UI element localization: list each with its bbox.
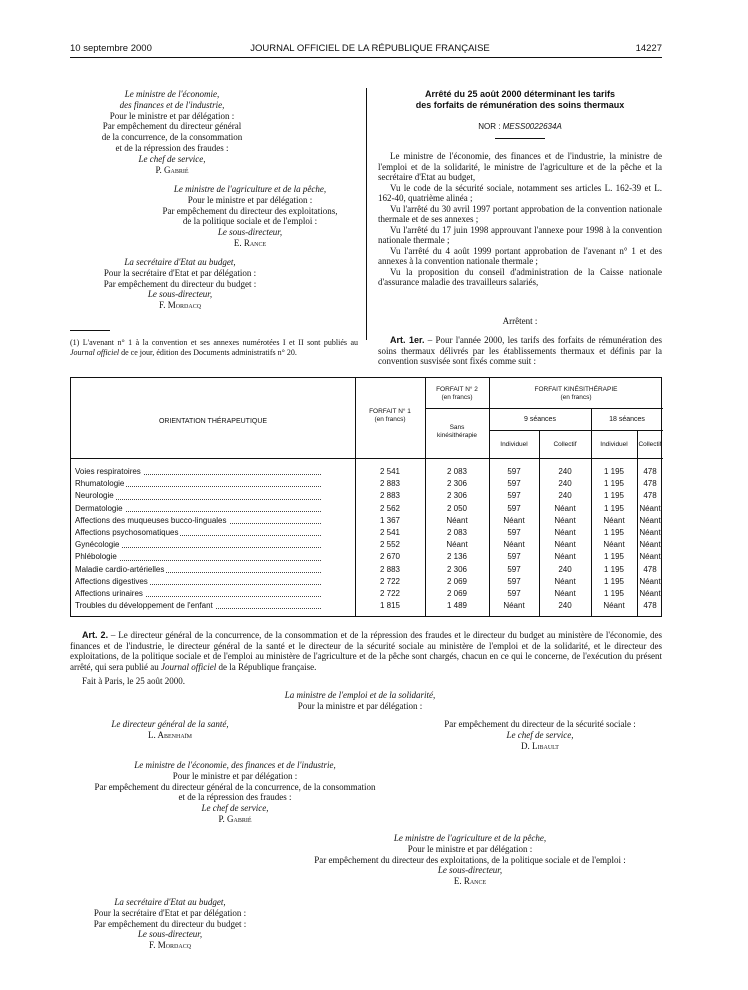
- table-cell: 597: [507, 564, 521, 574]
- table-cell: 1 195: [603, 503, 625, 513]
- arretent: Arrêtent :: [502, 316, 538, 326]
- header-forfait-2: FORFAIT N° 2 (en francs): [436, 386, 478, 401]
- table-cell: 240: [558, 467, 572, 476]
- table-cell: Néant: [639, 589, 661, 598]
- signature-economie-bottom: Le ministre de l'économie, des finances et de l'industrie, Pour le ministre et par délégation : Par empêchement du directeur général de la concurrence, de la consommation et de la répression des fraudes : Le chef de service, P. Gabrié: [94, 760, 376, 824]
- arrete-recitals: Le ministre de l'économie, des finances et de l'industrie, la ministre de l'emploi et de la solidarité, le ministre de l'agriculture et de la pêche et la secrétaire d'Etat au budget, Vu le code de la sécurité sociale, notamment ses articles L. 162-39 et L. 162-40, quatrième alinéa ; Vu l'arrêté du 30 avril 1997 portant approbation de la convention nationale thermale et de ses annexes ; Vu l'arrêté du 17 juin 1998 approuvant l'annexe pour 1998 à la convention nationale thermale ; Vu l'arrêté du 4 août 1999 portant approbation de l'avenant n° 1 et des annexes à la convention nationale thermale ; Vu la proposition du conseil d'administration de la Caisse nationale d'assurance maladie des travailleurs salariés,: [378, 151, 662, 287]
- table-cell: 240: [558, 491, 572, 501]
- table-cell: Néant: [503, 515, 525, 525]
- table-cell: Néant: [603, 540, 625, 550]
- table-cell: 478: [643, 601, 657, 611]
- table-row-label: [75, 539, 321, 551]
- table-cell: 597: [507, 528, 521, 537]
- table-cell: 2 083: [446, 467, 468, 476]
- table-cell: 597: [507, 479, 521, 489]
- table-cell: 1 489: [446, 601, 468, 611]
- table-cell: 2 069: [446, 589, 468, 598]
- signature-agriculture-bottom: Le ministre de l'agriculture et de la pêche, Pour le ministre et par délégation : Par empêchement du directeur des exploitations, de la politique sociale et de l'emploi : Le sous-directeur, E. Rance: [314, 833, 626, 887]
- header-collectif-18: Collectif: [638, 441, 662, 448]
- table-cell: Néant: [554, 540, 576, 550]
- table-cell: 2 069: [446, 576, 468, 586]
- table-row-label: [75, 490, 321, 502]
- table-cell: Néant: [446, 515, 468, 525]
- table-cell: 1 195: [603, 528, 625, 537]
- signature-block-budget: La secrétaire d'Etat au budget, Pour la secrétaire d'Etat et par délégation : Par empêchement du directeur du budget : Le sous-directeur, F. Mordacq: [103, 257, 257, 311]
- header-date: 10 septembre 2000: [70, 43, 152, 54]
- table-cell: 597: [507, 503, 521, 513]
- table-cell: Néant: [639, 528, 661, 537]
- table-row-label: [75, 564, 321, 576]
- table-cell: 478: [643, 564, 657, 574]
- header-forfait-1: FORFAIT N° 1 (en francs): [369, 408, 411, 423]
- table-cell: 2 306: [446, 564, 468, 574]
- footnote-rule: [70, 330, 110, 331]
- table-cell: 2 883: [379, 491, 401, 501]
- table-cell: 2 552: [379, 540, 401, 550]
- table-cell: 478: [643, 479, 657, 489]
- header-9-seances: 9 séances: [524, 416, 556, 423]
- fait-a-paris: Fait à Paris, le 25 août 2000.: [82, 676, 185, 686]
- table-cell: 1 195: [603, 491, 625, 501]
- orientation-label: Affections des muqueuses bucco-linguales: [75, 515, 227, 525]
- table-cell: Néant: [639, 515, 661, 525]
- table-row-label: [75, 503, 321, 515]
- header-page-number: 14227: [635, 43, 662, 54]
- header-18-seances: 18 séances: [609, 416, 645, 423]
- table-cell: Néant: [639, 540, 661, 550]
- signature-securite-sociale: Par empêchement du directeur de la sécurité sociale : Le chef de service, D. Libault: [444, 719, 636, 751]
- table-cell: Néant: [554, 589, 576, 598]
- table-cell: 597: [507, 467, 521, 476]
- article-2: Art. 2. – Le directeur général de la concurrence, de la consommation et de la répression des fraudes et le directeur du budget au ministère de l'économie, des finances et de l'industrie, le directeur général de la santé et le directeur de la sécurité sociale au ministère de l'emploi et de la solidarité, et le directeur des exploitations, de la politique sociale et de l'emploi au ministère de l'agriculture et de la pêche sont chargés, chacun en ce qui le concerne, de l'exécution du présent arrêté, qui sera publié au Journal officiel de la République française.: [70, 630, 662, 672]
- table-cell: 2 541: [379, 467, 401, 476]
- orientation-label: Troubles du développement de l'enfant: [75, 601, 213, 611]
- table-cell: Néant: [503, 540, 525, 550]
- title-rule: [495, 138, 545, 139]
- table-cell: Néant: [639, 503, 661, 513]
- orientation-label: Gynécologie: [75, 540, 120, 550]
- table-cell: Néant: [554, 552, 576, 562]
- table-cell: 1 195: [603, 564, 625, 574]
- table-cell: 2 562: [379, 503, 401, 513]
- table-cell: 478: [643, 467, 657, 476]
- table-cell: Néant: [554, 576, 576, 586]
- header-sans-kine: Sans kinésithérapie: [436, 424, 478, 439]
- signature-block-agriculture: Le ministre de l'agriculture et de la pêche, Pour le ministre et par délégation : Par empêchement du directeur des exploitations, de la politique sociale et de l'emploi : Le sous-directeur, E. Rance: [162, 184, 338, 248]
- table-cell: 597: [507, 491, 521, 501]
- table-row-label: [75, 478, 321, 490]
- table-cell: Néant: [603, 515, 625, 525]
- header-individuel-18: Individuel: [600, 441, 628, 448]
- table-cell: 240: [558, 601, 572, 611]
- table-cell: 1 815: [379, 601, 401, 611]
- table-cell: 2 136: [446, 552, 468, 562]
- table-cell: 1 195: [603, 467, 625, 476]
- signature-budget-bottom: La secrétaire d'Etat au budget, Pour la secrétaire d'Etat et par délégation : Par empêchement du directeur du budget : Le sous-directeur, F. Mordacq: [93, 897, 247, 951]
- signature-emploi: La ministre de l'emploi et de la solidarité, Pour la ministre et par délégation :: [284, 690, 436, 711]
- table-cell: Néant: [603, 601, 625, 611]
- column-separator: [366, 88, 367, 340]
- table-cell: 2 306: [446, 479, 468, 489]
- table-cell: 597: [507, 589, 521, 598]
- table-cell: 2 722: [379, 576, 401, 586]
- table-cell: 2 722: [379, 589, 401, 598]
- orientation-label: Affections digestives: [75, 576, 148, 586]
- table-row-label: [75, 527, 321, 539]
- table-row-label: [75, 466, 321, 478]
- arrete-title: Arrêté du 25 août 2000 déterminant les tarifs des forfaits de rémunération des soins thermaux: [415, 89, 625, 110]
- orientation-label: Voies respiratoires: [75, 467, 141, 476]
- table-cell: 2 883: [379, 564, 401, 574]
- table-cell: 1 195: [603, 552, 625, 562]
- table-cell: 597: [507, 552, 521, 562]
- orientation-label: Affections psychosomatiques: [75, 528, 179, 537]
- header-journal-title: JOURNAL OFFICIEL DE LA RÉPUBLIQUE FRANÇAISE: [250, 43, 490, 54]
- table-row-label: [75, 551, 321, 563]
- table-cell: 1 195: [603, 576, 625, 586]
- table-cell: 478: [643, 491, 657, 501]
- table-cell: 2 050: [446, 503, 468, 513]
- table-cell: 240: [558, 564, 572, 574]
- table-row-label: [75, 588, 321, 600]
- orientation-label: Affections urinaires: [75, 589, 143, 598]
- header-rule: [70, 57, 662, 58]
- header-orientation: ORIENTATION THÉRAPEUTIQUE: [158, 418, 268, 425]
- table-row-label: [75, 600, 321, 612]
- article-1: Art. 1er. – Pour l'année 2000, les tarifs des forfaits de rémunération des soins thermaux délivrés par les établissements thermaux et définis par la convention susvisée sont fixés comme suit :: [378, 335, 662, 366]
- table-row-label: [75, 515, 321, 527]
- table-cell: 1 195: [603, 479, 625, 489]
- orientation-label: Maladie cardio-artérielles: [75, 564, 165, 574]
- signature-block-economie: Le ministre de l'économie, des finances et de l'industrie, Pour le ministre et par délégation : Par empêchement du directeur général de la concurrence, de la consommation et de la répression des fraudes : Le chef de service, P. Gabrié: [101, 89, 243, 175]
- table-cell: Néant: [639, 576, 661, 586]
- table-cell: Néant: [503, 601, 525, 611]
- footnote: (1) L'avenant n° 1 à la convention et ses annexes numérotées I et II sont publiés au Journal officiel de ce jour, édition des Documents administratifs n° 20.: [70, 338, 358, 357]
- table-cell: 2 306: [446, 491, 468, 501]
- nor-reference: NOR : MESS0022634A: [478, 122, 562, 131]
- table-cell: Néant: [554, 503, 576, 513]
- table-row-label: [75, 576, 321, 588]
- table-cell: 240: [558, 479, 572, 489]
- header-forfait-kine: FORFAIT KINÉSITHÉRAPIE (en francs): [534, 386, 618, 401]
- table-cell: Néant: [554, 528, 576, 537]
- table-cell: Néant: [446, 540, 468, 550]
- table-cell: 597: [507, 576, 521, 586]
- table-cell: 2 083: [446, 528, 468, 537]
- orientation-label: Rhumatologie: [75, 479, 125, 489]
- orientation-label: Dermatologie: [75, 503, 123, 513]
- table-cell: 2 541: [379, 528, 401, 537]
- signature-sante: Le directeur général de la santé, L. Abenhaïm: [111, 719, 229, 740]
- table-cell: 1 195: [603, 589, 625, 598]
- table-cell: Néant: [554, 515, 576, 525]
- tarifs-table: [70, 377, 662, 617]
- table-cell: 1 367: [379, 515, 401, 525]
- orientation-label: Phlébologie: [75, 552, 117, 562]
- table-cell: 2 883: [379, 479, 401, 489]
- header-individuel-9: Individuel: [500, 441, 528, 448]
- table-cell: 2 670: [379, 552, 401, 562]
- orientation-label: Neurologie: [75, 491, 114, 501]
- header-collectif-9: Collectif: [553, 441, 577, 448]
- table-cell: Néant: [639, 552, 661, 562]
